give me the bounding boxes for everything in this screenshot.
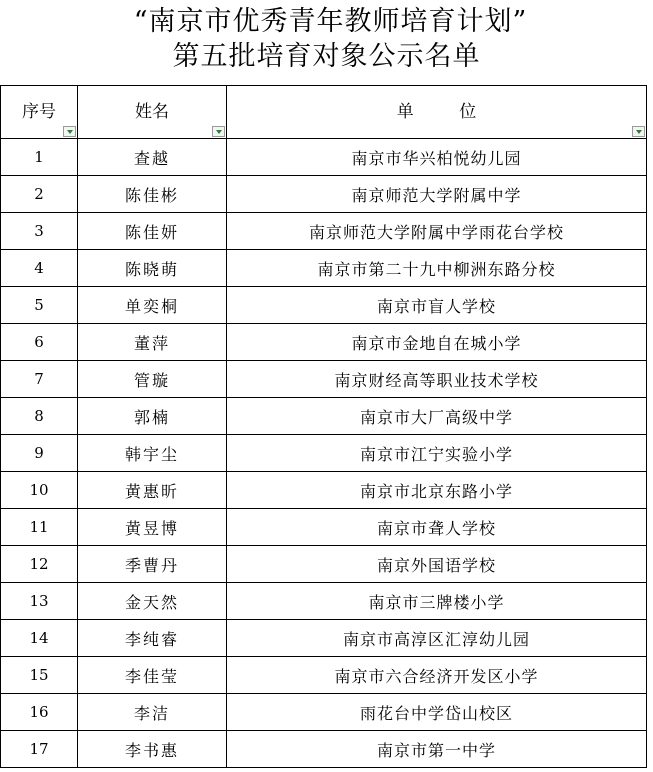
table-row (1, 583, 647, 620)
title-line-2: 第五批培育对象公示名单 (172, 41, 481, 72)
cell-seq: 2 (1, 176, 78, 213)
cell-unit: 南京市三牌楼小学 (227, 583, 647, 620)
cell-name: 陈佳妍 (78, 213, 227, 250)
table-row (1, 176, 647, 213)
header-seq-label: 序号 (22, 101, 56, 122)
cell-unit: 南京市第二十九中柳洲东路分校 (227, 250, 647, 287)
document-title (0, 4, 653, 74)
cell-name: 黄昱博 (78, 509, 227, 546)
header-unit-label: 单 位 (396, 101, 497, 122)
cell-unit: 南京师范大学附属中学 (227, 176, 647, 213)
cell-name: 李书惠 (78, 731, 227, 768)
filter-dropdown-icon[interactable] (212, 126, 225, 137)
cell-seq: 13 (1, 583, 78, 620)
cell-name: 管璇 (78, 361, 227, 398)
cell-name: 查越 (78, 139, 227, 176)
cell-seq: 17 (1, 731, 78, 768)
cell-seq: 16 (1, 694, 78, 731)
header-name (78, 86, 227, 139)
cell-name: 陈佳彬 (78, 176, 227, 213)
table-row (1, 546, 647, 583)
header-row (1, 86, 647, 139)
table-row (1, 250, 647, 287)
cell-unit: 南京市江宁实验小学 (227, 435, 647, 472)
cell-unit: 南京市高淳区汇淳幼儿园 (227, 620, 647, 657)
cell-name: 单奕桐 (78, 287, 227, 324)
cell-unit: 南京市聋人学校 (227, 509, 647, 546)
cell-seq: 3 (1, 213, 78, 250)
cell-name: 韩宇尘 (78, 435, 227, 472)
cell-name: 董萍 (78, 324, 227, 361)
table-row (1, 620, 647, 657)
cell-name: 季曹丹 (78, 546, 227, 583)
cell-seq: 14 (1, 620, 78, 657)
header-unit (227, 86, 647, 139)
cell-name: 郭楠 (78, 398, 227, 435)
cell-seq: 10 (1, 472, 78, 509)
cell-seq: 12 (1, 546, 78, 583)
table-row (1, 139, 647, 176)
table-row (1, 509, 647, 546)
cell-name: 李洁 (78, 694, 227, 731)
header-seq (1, 86, 78, 139)
table-row (1, 287, 647, 324)
cell-unit: 南京市大厂高级中学 (227, 398, 647, 435)
cell-unit: 南京市北京东路小学 (227, 472, 647, 509)
table-row (1, 398, 647, 435)
cell-seq: 5 (1, 287, 78, 324)
table-row (1, 472, 647, 509)
table-row (1, 361, 647, 398)
cell-unit: 南京外国语学校 (227, 546, 647, 583)
cell-unit: 南京市盲人学校 (227, 287, 647, 324)
cell-unit: 南京市金地自在城小学 (227, 324, 647, 361)
cell-unit: 雨花台中学岱山校区 (227, 694, 647, 731)
cell-seq: 6 (1, 324, 78, 361)
cell-name: 金天然 (78, 583, 227, 620)
table-row (1, 435, 647, 472)
cell-unit: 南京市第一中学 (227, 731, 647, 768)
table-row (1, 324, 647, 361)
cell-seq: 4 (1, 250, 78, 287)
cell-name: 李纯睿 (78, 620, 227, 657)
cell-seq: 1 (1, 139, 78, 176)
cell-seq: 11 (1, 509, 78, 546)
cell-name: 李佳莹 (78, 657, 227, 694)
table-row (1, 657, 647, 694)
table-row (1, 213, 647, 250)
cell-seq: 8 (1, 398, 78, 435)
title-line-1: “南京市优秀青年教师培育计划” (133, 6, 528, 37)
cell-name: 陈晓萌 (78, 250, 227, 287)
cell-seq: 9 (1, 435, 78, 472)
cell-unit: 南京师范大学附属中学雨花台学校 (227, 213, 647, 250)
cell-unit: 南京市华兴柏悦幼儿园 (227, 139, 647, 176)
cell-seq: 7 (1, 361, 78, 398)
table-row (1, 731, 647, 768)
cell-unit: 南京市六合经济开发区小学 (227, 657, 647, 694)
filter-dropdown-icon[interactable] (63, 126, 76, 137)
cell-name: 黄惠昕 (78, 472, 227, 509)
roster-table (0, 85, 647, 768)
cell-unit: 南京财经高等职业技术学校 (227, 361, 647, 398)
table-row (1, 694, 647, 731)
roster-body (1, 139, 647, 768)
cell-seq: 15 (1, 657, 78, 694)
filter-dropdown-icon[interactable] (632, 126, 645, 137)
header-name-label: 姓名 (135, 101, 169, 122)
